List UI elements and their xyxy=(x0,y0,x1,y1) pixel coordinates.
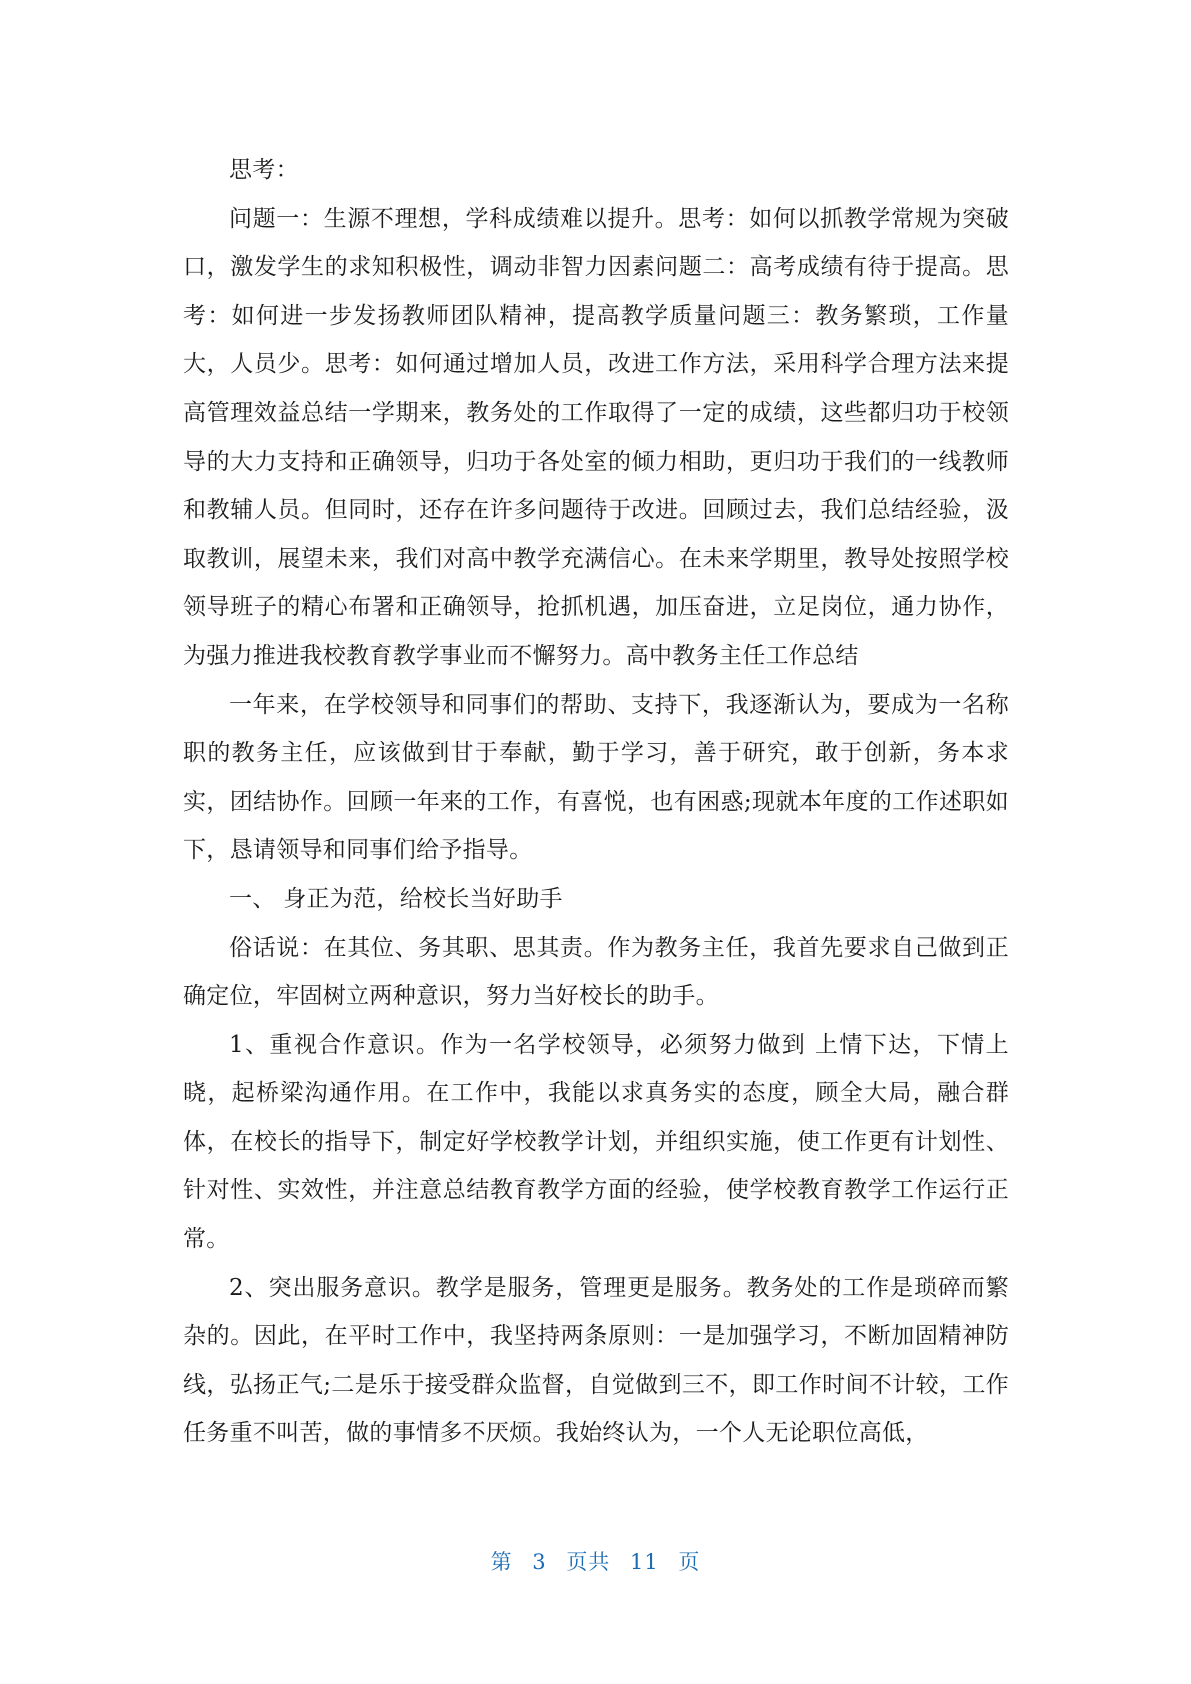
document-body xyxy=(183,146,1009,1458)
footer-total-pages: 11 xyxy=(630,1550,659,1574)
footer-suffix: 页 xyxy=(678,1550,701,1574)
footer-current-page: 3 xyxy=(532,1550,547,1574)
paragraph-thinking-label: 思考： xyxy=(229,157,299,183)
footer-prefix: 第 xyxy=(490,1550,513,1574)
footer-middle: 页共 xyxy=(566,1550,611,1574)
paragraph-service: 2、突出服务意识。教学是服务，管理更是服务。教务处的工作是琐碎而繁杂的。因此，在平时工作中，我坚持两条原则：一是加强学习，不断加固精神防线，弘扬正气;二是乐于接受群众监督，自觉做到三不，即工作时间不计较，工作任务重不叫苦，做的事情多不厌烦。我始终认为，一个人无论职位高低， xyxy=(183,1274,1009,1447)
paragraph-cooperation: 1、重视合作意识。作为一名学校领导，必须努力做到 上情下达，下情上晓，起桥梁沟通作用。在工作中，我能以求真务实的态度，顾全大局，融合群体，在校长的指导下，制定好学校教学计划，并组织实施，使工作更有计划性、针对性、实效性，并注意总结教育教学方面的经验，使学校教育教学工作运行正常。 xyxy=(183,1031,1009,1253)
paragraph-proverb: 俗话说：在其位、务其职、思其责。作为教务主任，我首先要求自己做到正确定位，牢固树立两种意识，努力当好校长的助手。 xyxy=(183,934,1009,1010)
page-footer xyxy=(0,1546,1191,1576)
paragraph-year-intro: 一年来，在学校领导和同事们的帮助、支持下，我逐渐认为，要成为一名称职的教务主任，应该做到甘于奉献，勤于学习，善于研究，敢于创新，务本求实，团结协作。回顾一年来的工作，有喜悦，也有困惑;现就本年度的工作述职如下，恳请领导和同事们给予指导。 xyxy=(183,691,1009,864)
section-heading-one: 一、 身正为范，给校长当好助手 xyxy=(229,885,563,912)
paragraph-problems-summary: 问题一：生源不理想，学科成绩难以提升。思考：如何以抓教学常规为突破口，激发学生的求知积极性，调动非智力因素问题二：高考成绩有待于提高。思考：如何进一步发扬教师团队精神，提高教学质量问题三：教务繁琐，工作量大，人员少。思考：如何通过增加人员，改进工作方法，采用科学合理方法来提高管理效益总结一学期来，教务处的工作取得了一定的成绩，这些都归功于校领导的大力支持和正确领导，归功于各处室的倾力相助，更归功于我们的一线教师和教辅人员。但同时，还存在许多问题待于改进。回顾过去，我们总结经验，汲取教训，展望未来，我们对高中教学充满信心。在未来学期里，教导处按照学校领导班子的精心布署和正确领导，抢抓机遇，加压奋进，立足岗位，通力协作，为强力推进我校教育教学事业而不懈努力。高中教务主任工作总结 xyxy=(183,205,1009,669)
